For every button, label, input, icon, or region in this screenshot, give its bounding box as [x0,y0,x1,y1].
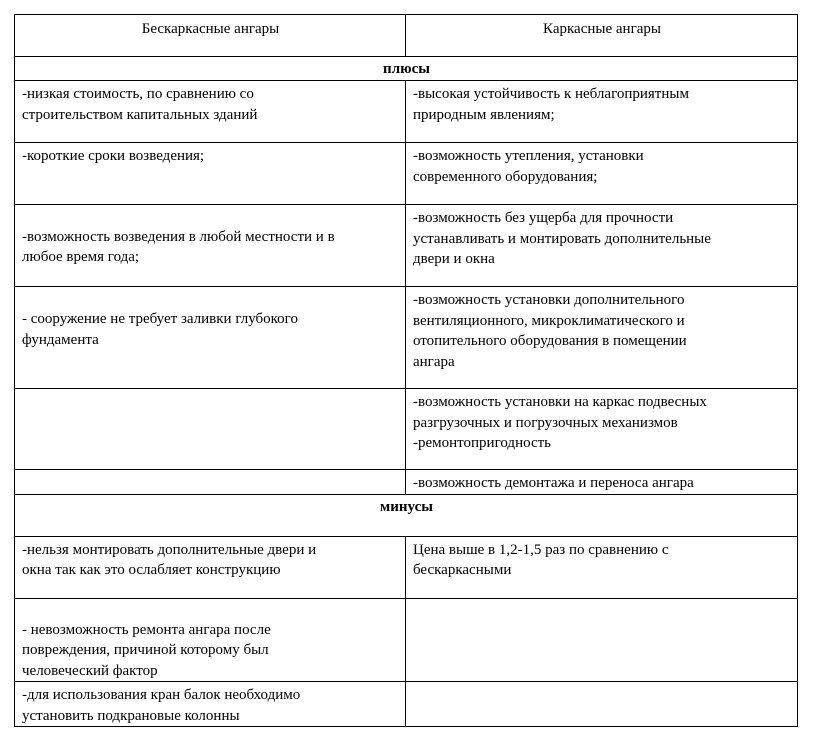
section-row-minus [15,494,798,536]
cell-text: -возможность утепления, установки [413,148,644,164]
header-frame: Каркасные ангары [406,15,798,57]
cell-text: -для использования кран балок необходимо [22,687,301,703]
cell-right [406,682,798,727]
cell-text: устанавливать и монтировать дополнительные [413,230,711,247]
section-label-minus: минусы [15,494,798,536]
cell-text: вентиляционного, микроклиматического и [413,312,685,329]
cell-text: -низкая стоимость, по сравнению со [22,86,254,102]
table-row [15,470,798,495]
cell-text: -высокая устойчивость к неблагоприятным [413,86,689,102]
cell-left [15,287,406,389]
table-row [15,598,798,682]
cell-text: двери и окна [413,251,495,267]
cell-text: ангара [413,353,455,370]
cell-left [15,598,406,682]
cell-text: любое время года; [22,249,140,265]
table-row [15,205,798,287]
cell-text: человеческий фактор [22,662,158,679]
cell-right [406,536,798,598]
cell-left [15,389,406,470]
cell-text: отопительного оборудования в помещении [413,333,687,349]
cell-text: разгрузочных и погрузочных механизмов [413,414,678,431]
cell-text: повреждения, причиной которому был [22,642,269,658]
section-row-plus [15,57,798,81]
cell-text: окна так как это ослабляет конструкцию [22,562,281,578]
header-frameless: Бескаркасные ангары [15,15,406,57]
cell-text: современного оборудования; [413,168,598,185]
cell-left [15,470,406,495]
table-row [15,389,798,470]
cell-text: -возможность демонтажа и переноса ангара [413,475,694,491]
cell-text: природным явлениям; [413,106,555,123]
cell-right [406,598,798,682]
cell-left [15,536,406,598]
cell-text: - невозможность ремонта ангара после [22,621,271,638]
cell-right [406,470,798,495]
cell-text: - сооружение не требует заливки глубокого [22,311,298,327]
table-row [15,287,798,389]
cell-text: установить подкрановые колонны [22,707,240,724]
table-row [15,536,798,598]
cell-text: строительством капитальных зданий [22,106,258,123]
cell-text: -возможность возведения в любой местности и в [22,228,335,245]
cell-left [15,81,406,143]
table-row [15,143,798,205]
cell-left [15,205,406,287]
table-row [15,682,798,727]
cell-right [406,143,798,205]
table-row [15,81,798,143]
section-label-plus: плюсы [15,57,798,81]
cell-text: фундамента [22,331,99,348]
cell-left [15,143,406,205]
cell-right [406,287,798,389]
header-row [15,15,798,57]
cell-right [406,205,798,287]
cell-text: -возможность установки на каркас подвесных [413,394,707,410]
comparison-table [14,14,798,727]
cell-text: -возможность без ущерба для прочности [413,210,674,226]
cell-left [15,682,406,727]
cell-text: -ремонтопригодность [413,435,552,451]
cell-text: -короткие сроки возведения; [22,148,205,164]
cell-text: бескаркасными [413,562,512,578]
cell-text: Цена выше в 1,2-1,5 раз по сравнению с [413,541,669,558]
cell-text: -возможность установки дополнительного [413,292,685,308]
cell-right [406,389,798,470]
cell-right [406,81,798,143]
cell-text: -нельзя монтировать дополнительные двери и [22,541,317,558]
